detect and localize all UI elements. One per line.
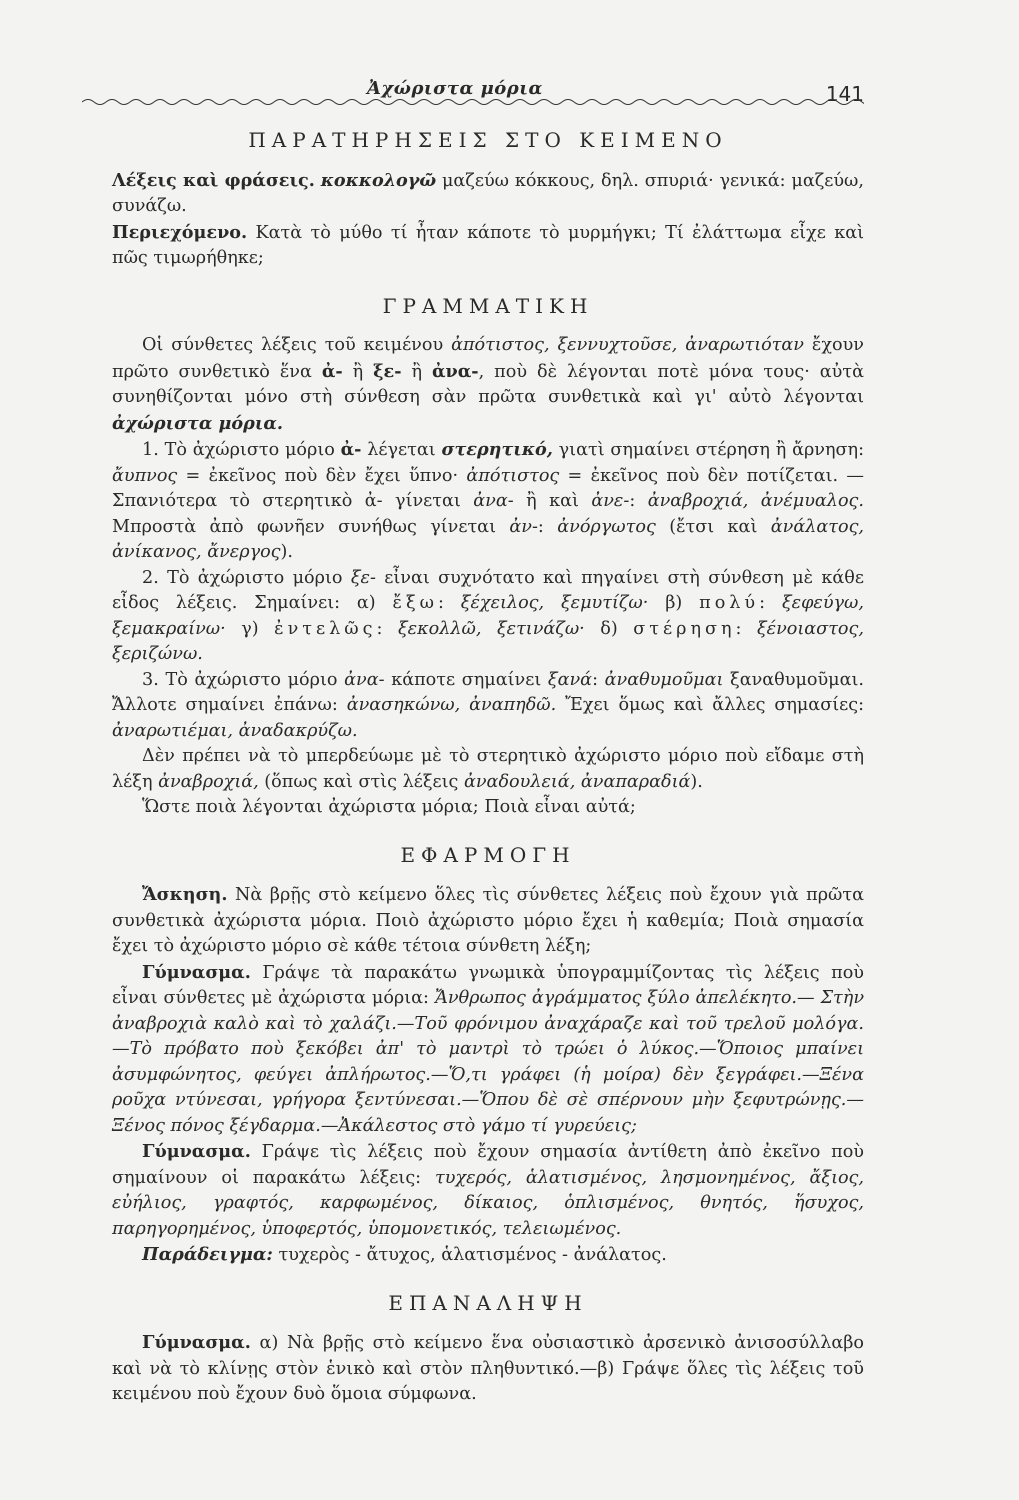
exercise-3: Γύμνασμα. Γράψε τὶς λέξεις ποὺ ἔχουν σημασία ἀντίθετη ἀπὸ ἐκεῖνο ποὺ σημαίνουν οἱ παρακάτω λέξεις: τυχερός, ἁλατισμένος, λησμονημένος, ἄξιος, εὐήλιος, γραφτός, καρφωμένος, δίκαιος, ὁπλισμένος, θνητός, ἥσυχος, παρηγορημένος, ὑποφερτός, ὑπομονετικός, τελειωμένος. bbox=[112, 1141, 864, 1239]
grammar-question: Ὥστε ποιὰ λέγονται ἀχώριστα μόρια; Ποιὰ εἶναι αὐτά; bbox=[142, 797, 636, 817]
book-page bbox=[112, 70, 864, 1408]
page-number: 141 bbox=[825, 82, 864, 106]
section-heading-application: ΕΦΑΡΜΟΓΗ bbox=[400, 842, 576, 867]
exercise-2: Γύμνασμα. Γράψε τὰ παρακάτω γνωμικὰ ὑπογραμμίζοντας τὶς λέξεις ποὺ εἶναι σύνθετες μὲ ἀχώριστα μόρια: Ἄνθρωπος ἀγράμματος ξύλο ἀπελέκητο.— Στὴν ἀναβροχιὰ καλὸ καὶ τὸ χαλάζι.—Τοῦ φρόνιμου ἀναχάραζε καὶ τοῦ τρελοῦ μολόγα.—Τὸ πρόβατο ποὺ ξεκόβει ἀπ' τὸ μαντρὶ τὸ τρώει ὁ λύκος.—Ὅποιος μπαίνει ἀσυμφώνητος, φεύγει ἀπλήρωτος.—Ὅ,τι γράφει (ἡ μοίρα) δὲν ξεγράφει.—Ξένα ροῦχα ντύνεσαι, γρήγορα ξεντύνεσαι.—Ὅπου δὲ σὲ σπέρνουν μὴν ξεφυτρώνῃς.—Ξένος πόνος ξέγδαρμα.—Ἀκάλεστος στὸ γάμο τί γυρεύεις; bbox=[112, 961, 865, 1136]
page-header bbox=[112, 70, 864, 106]
example: Παράδειγμα: τυχερὸς - ἄτυχος, ἁλατισμένος - ἀνάλατος. bbox=[142, 1244, 667, 1265]
grammar-intro: Οἱ σύνθετες λέξεις τοῦ κειμένου ἀπότιστος, ξεννυχτοῦσε, ἀναρωτιόταν ἔχουν πρῶτο συνθετικὸ ἕνα ἀ- ἢ ξε- ἢ ἀνα-, ποὺ δὲ λέγονται ποτὲ μόνα τους· αὐτὰ συνηθίζονται μόνο στὴ σύνθεση σὰν πρῶτα συνθετικὰ καὶ γι' αὐτὸ λέγονται ἀχώριστα μόρια. bbox=[112, 335, 864, 434]
exercise-1: Ἄσκηση. Νὰ βρῇς στὸ κείμενο ὅλες τὶς σύνθετες λέξεις ποὺ ἔχουν γιὰ πρῶτα συνθετικὰ ἀχώριστα μόρια. Ποιὸ ἀχώριστο μόριο ἔχει ἡ καθεμία; Ποιὰ σημασία ἔχει τὸ ἀχώριστο μόριο σὲ κάθε τέτοια σύνθετη λέξη; bbox=[112, 884, 864, 956]
grammar-point-3: 3. Τὸ ἀχώριστο μόριο ἀνα- κάποτε σημαίνει ξανά: ἀναθυμοῦμαι ξαναθυμοῦμαι. Ἄλλοτε σημαίνει ἐπάνω: ἀνασηκώνω, ἀναπηδῶ. Ἔχει ὅμως καὶ ἄλλες σημασίες: ἀναρωτιέμαι, ἀναδακρύζω. bbox=[112, 669, 864, 741]
grammar-point-2: 2. Τὸ ἀχώριστο μόριο ξε- εἶναι συχνότατο καὶ πηγαίνει στὴ σύνθεση μὲ κάθε εἶδος λέξεις. Σημαίνει: α) ἔξω: ξέχειλος, ξεμυτίζω· β) πολύ: ξεφεύγω, ξεμακραίνω· γ) ἐντελῶς: ξεκολλῶ, ξετινάζω· δ) στέρηση: ξένοιαστος, ξεριζώνω. bbox=[112, 567, 864, 664]
paragraph-words: Λέξεις καὶ φράσεις. κοκκολογῶ μαζεύω κόκκους, δηλ. σπυριά· γενικά: μαζεύω, συνάζω. bbox=[112, 169, 864, 216]
section-heading-remarks: ΠΑΡΑΤΗΡΗΣΕΙΣ ΣΤΟ ΚΕΙΜΕΝΟ bbox=[248, 128, 728, 152]
wavy-rule bbox=[82, 96, 864, 110]
section-heading-review: ΕΠΑΝΑΛΗΨΗ bbox=[388, 1290, 588, 1315]
paragraph-content: Περιεχόμενο. Κατὰ τὸ μύθο τί ἦταν κάποτε τὸ μυρμήγκι; Τί ἐλάττωμα εἶχε καὶ πῶς τιμωρήθηκε; bbox=[112, 221, 864, 268]
section-heading-grammar: ΓΡΑΜΜΑΤΙΚΗ bbox=[382, 293, 594, 318]
grammar-note: Δὲν πρέπει νὰ τὸ μπερδεύωμε μὲ τὸ στερητικὸ ἀχώριστο μόριο ποὺ εἴδαμε στὴ λέξη ἀναβροχιά, (ὅπως καὶ στὶς λέξεις ἀναδουλειά, ἀναπαραδιά). bbox=[112, 746, 864, 792]
review-exercise: Γύμνασμα. α) Νὰ βρῇς στὸ κείμενο ἕνα οὐσιαστικὸ ἀρσενικὸ ἀνισοσύλλαβο καὶ νὰ τὸ κλίνῃς στὸν ἑνικὸ καὶ στὸν πληθυντικό.—β) Γράψε ὅλες τὶς λέξεις τοῦ κειμένου ποὺ ἔχουν δυὸ ὅμοια σύμφωνα. bbox=[112, 1332, 864, 1404]
running-title: Ἀχώριστα μόρια bbox=[367, 78, 543, 99]
grammar-point-1: 1. Τὸ ἀχώριστο μόριο ἀ- λέγεται στερητικό, γιατὶ σημαίνει στέρηση ἢ ἄρνηση: ἄυπνος = ἐκεῖνος ποὺ δὲν ἔχει ὕπνο· ἀπότιστος = ἐκεῖνος ποὺ δὲν ποτίζεται. — Σπανιότερα τὸ στερητικὸ ἀ- γίνεται ἀνα- ἢ καὶ ἀνε-: ἀναβροχιά, ἀνέμυαλος. Μπροστὰ ἀπὸ φωνῆεν συνήθως γίνεται ἀν-: ἀνόργωτος (ἔτσι καὶ ἀνάλατος, ἀνίκανος, ἄνεργος). bbox=[112, 439, 865, 562]
